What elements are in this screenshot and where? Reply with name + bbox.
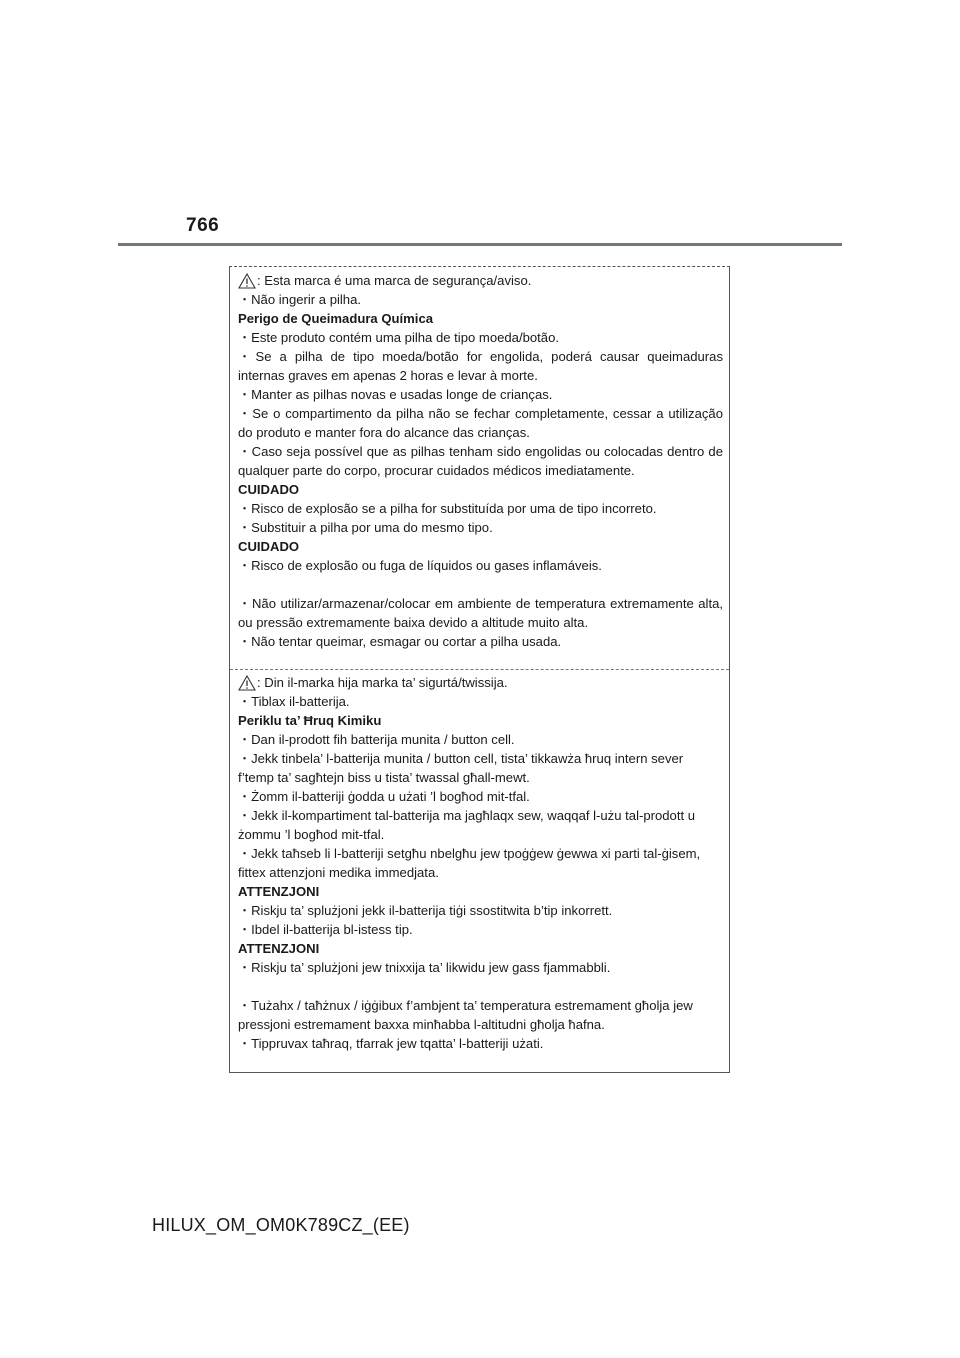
warning-line: ・Não ingerir a pilha.	[238, 292, 361, 307]
warning-line: fittex attenzjoni medika immedjata.	[238, 865, 439, 880]
warning-mark-description: : Esta marca é uma marca de segurança/aviso.	[257, 273, 532, 288]
warning-triangle-icon	[238, 675, 256, 691]
warning-line: ・Riskju ta’ splużjoni jew tnixxija ta’ likwidu jew gass fjammabbli.	[238, 960, 611, 975]
caution-heading: CUIDADO	[238, 539, 300, 554]
maltese-warning-section	[238, 673, 723, 1053]
warning-line: ・Tippruvax taħraq, tfarrak jew tqatta’ l-batteriji użati.	[238, 1036, 544, 1051]
document-code-footer: HILUX_OM_OM0K789CZ_(EE)	[152, 1215, 410, 1235]
warning-line: ・Este produto contém uma pilha de tipo moeda/botão.	[238, 330, 559, 345]
warning-line: internas graves em apenas 2 horas e levar à morte.	[238, 368, 538, 383]
warning-line: ・Tiblax il-batterija.	[238, 694, 350, 709]
portuguese-warning-section	[238, 271, 723, 651]
warning-heading: Perigo de Queimadura Química	[238, 311, 434, 326]
caution-heading: ATTENZJONI	[238, 941, 320, 956]
warning-line: ・Jekk taħseb li l-batteriji setgħu nbelgħu jew tpoġġew ġewwa xi parti tal-ġisem,	[238, 846, 701, 861]
warning-heading: Periklu ta’ Ħruq Kimiku	[238, 713, 382, 728]
warning-line: ・Tużahx / taħżnux / iġġibux f’ambjent ta’ temperatura estremament għolja jew	[238, 998, 693, 1013]
warning-line: ・Riskju ta’ splużjoni jekk il-batterija tiġi ssostitwita b’tip inkorrett.	[238, 903, 613, 918]
warning-line: żommu ’l bogħod mit-tfal.	[238, 827, 385, 842]
battery-warning-box	[229, 266, 730, 1073]
warning-line: ・Se o compartimento da pilha não se fechar completamente, cessar a utilização	[238, 406, 723, 421]
warning-line: ・Jekk il-kompartiment tal-batterija ma jagħlaqx sew, waqqaf l-użu tal-prodott u	[238, 808, 696, 823]
caution-heading: CUIDADO	[238, 482, 300, 497]
warning-line: ・Não utilizar/armazenar/colocar em ambiente de temperatura extremamente alta,	[238, 596, 723, 611]
caution-heading: ATTENZJONI	[238, 884, 320, 899]
section-divider	[230, 669, 729, 670]
spacer	[238, 575, 723, 594]
warning-triangle-icon	[238, 273, 256, 289]
warning-line: ・Risco de explosão ou fuga de líquidos ou gases inflamáveis.	[238, 558, 602, 573]
warning-line: do produto e manter fora do alcance das crianças.	[238, 425, 530, 440]
warning-line: ・Não tentar queimar, esmagar ou cortar a pilha usada.	[238, 634, 562, 649]
warning-mark-line	[238, 673, 723, 692]
warning-mark-line	[238, 271, 723, 290]
warning-mark-description: : Din il-marka hija marka ta’ sigurtá/twissija.	[257, 675, 508, 690]
warning-line: f’temp ta’ sagħtejn biss u tista’ twassal għall-mewt.	[238, 770, 530, 785]
header-rule	[118, 243, 842, 246]
warning-line: ・Ibdel il-batterija bl-istess tip.	[238, 922, 413, 937]
warning-line: ・Dan il-prodott fih batterija munita / button cell.	[238, 732, 515, 747]
warning-line: ・Jekk tinbela’ l-batterija munita / button cell, tista’ tikkawża ħruq intern sever	[238, 751, 684, 766]
warning-line: pressjoni estremament baxxa minħabba l-altitudni għolja ħafna.	[238, 1017, 605, 1032]
spacer	[238, 977, 723, 996]
warning-line: ・Caso seja possível que as pilhas tenham sido engolidas ou colocadas dentro de	[238, 444, 723, 459]
warning-line: ・Se a pilha de tipo moeda/botão for engolida, poderá causar queimaduras	[238, 349, 723, 364]
warning-line: ・Manter as pilhas novas e usadas longe de crianças.	[238, 387, 553, 402]
warning-line: ・Substituir a pilha por uma do mesmo tipo.	[238, 520, 493, 535]
warning-line: qualquer parte do corpo, procurar cuidados médicos imediatamente.	[238, 463, 635, 478]
page-number: 766	[186, 215, 220, 236]
warning-line: ・Żomm il-batteriji ġodda u użati ’l bogħod mit-tfal.	[238, 789, 530, 804]
warning-line: ・Risco de explosão se a pilha for substituída por uma de tipo incorreto.	[238, 501, 657, 516]
warning-line: ou pressão extremamente baixa devido a altitude muito alta.	[238, 615, 589, 630]
